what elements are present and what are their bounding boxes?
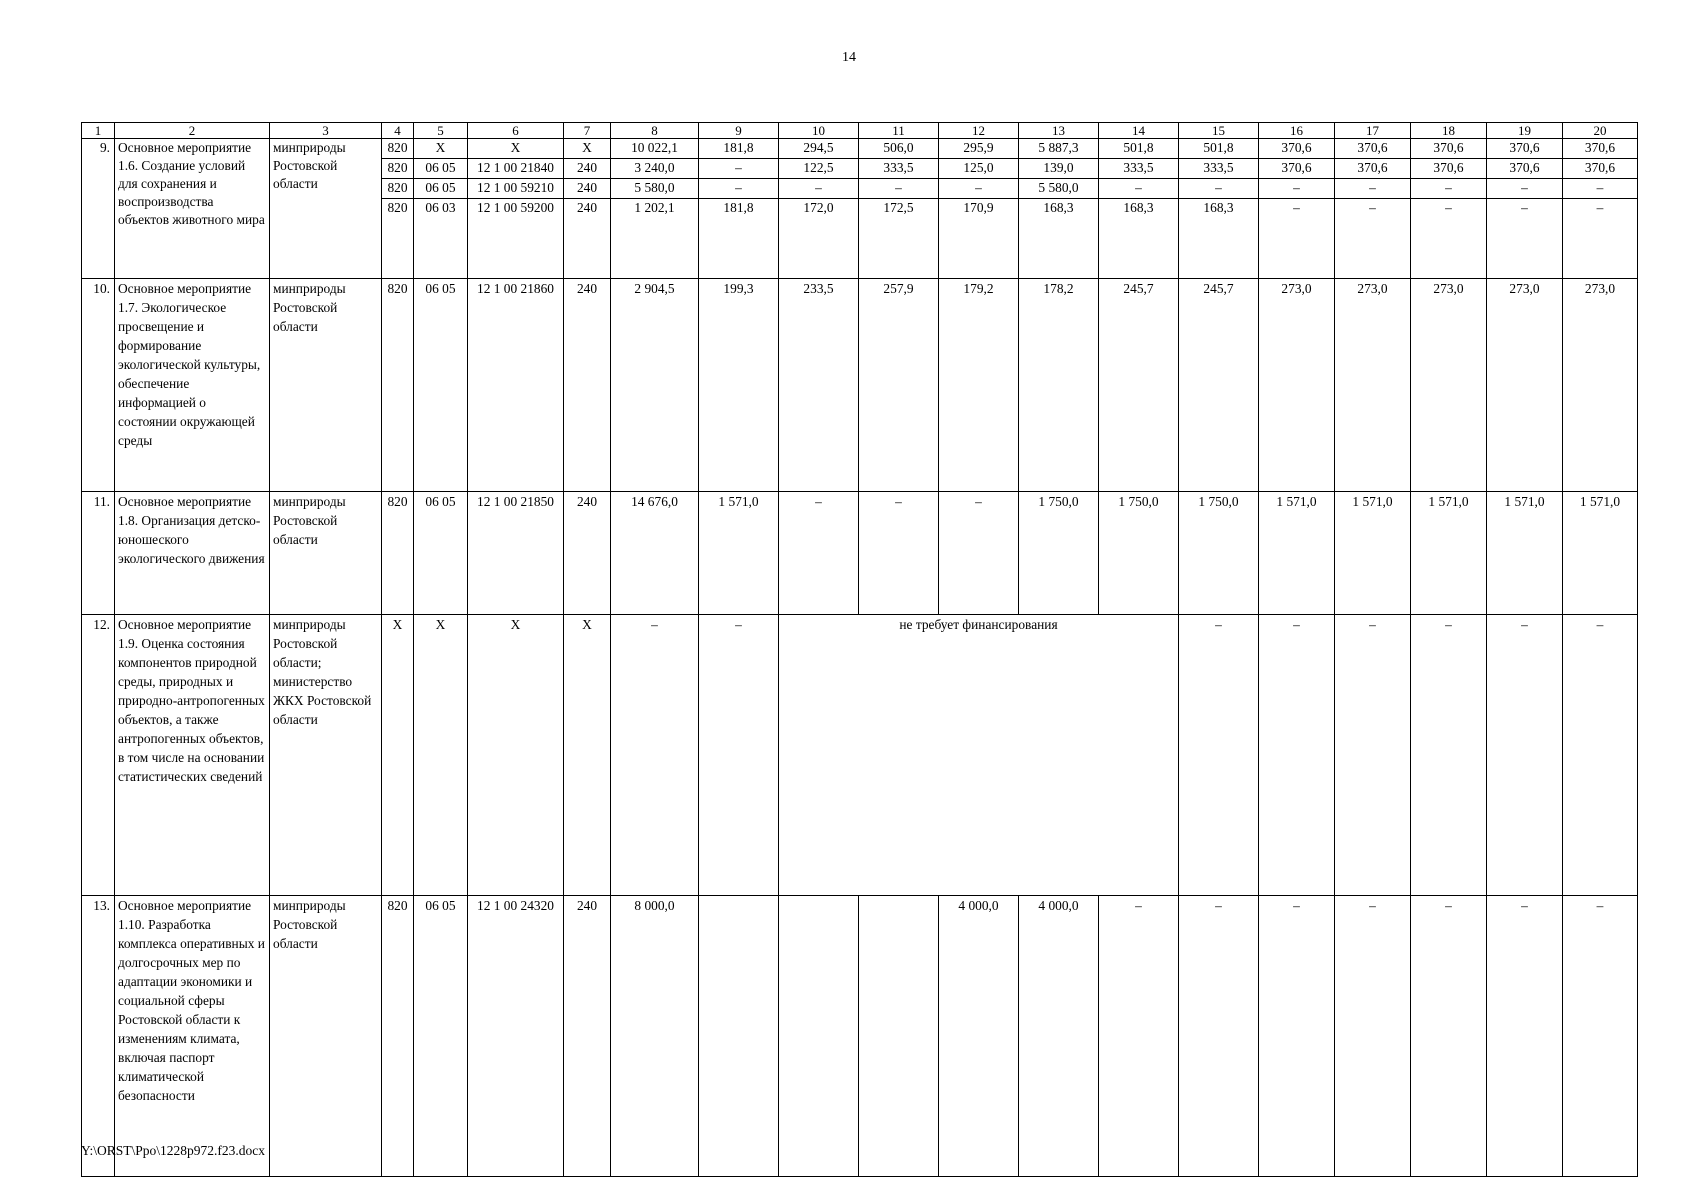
table-cell: – (1099, 896, 1179, 1177)
table-cell: 12 1 00 59210 (468, 179, 564, 199)
table-cell: – (1487, 199, 1563, 279)
table-cell (699, 896, 779, 1177)
executor: минприроды Ростовской области (270, 492, 382, 615)
column-number: 2 (115, 123, 270, 139)
activity-description: Основное мероприятие 1.10. Разработка комплекса оперативных и долгосрочных мер по адаптации экономики и социальной сферы Ростовской области к изменениям климата, включая паспорт климатической безопасности (115, 896, 270, 1177)
column-number: 3 (270, 123, 382, 139)
page-number: 14 (842, 50, 856, 65)
table-cell: – (859, 492, 939, 615)
table-cell: – (939, 179, 1019, 199)
table-cell: 273,0 (1335, 279, 1411, 492)
table-cell: – (1259, 199, 1335, 279)
table-cell: 4 000,0 (1019, 896, 1099, 1177)
row-number: 12. (82, 615, 115, 896)
table-cell: – (1411, 896, 1487, 1177)
column-number-row (82, 123, 1638, 139)
budget-table (81, 122, 1638, 1177)
table-cell (859, 896, 939, 1177)
table-cell: 370,6 (1259, 159, 1335, 179)
table-cell: 370,6 (1411, 139, 1487, 159)
table-cell: 1 750,0 (1099, 492, 1179, 615)
document-file-path: Y:\ORST\Ppo\1228p972.f23.docx (81, 1143, 266, 1158)
table-cell: – (1563, 179, 1638, 199)
table-cell: 245,7 (1179, 279, 1259, 492)
table-cell: – (1563, 896, 1638, 1177)
executor: минприроды Ростовской области; министерство ЖКХ Ростовской области (270, 615, 382, 896)
table-cell: 240 (564, 179, 611, 199)
table-cell: – (1487, 896, 1563, 1177)
table-cell: 501,8 (1099, 139, 1179, 159)
table-cell: 273,0 (1487, 279, 1563, 492)
table-cell: 370,6 (1487, 139, 1563, 159)
column-number: 6 (468, 123, 564, 139)
table-cell: 294,5 (779, 139, 859, 159)
table-cell: 181,8 (699, 199, 779, 279)
no-funding-note: не требует финансирования (779, 615, 1179, 896)
column-number: 19 (1487, 123, 1563, 139)
table-cell: – (699, 179, 779, 199)
table-cell: 168,3 (1099, 199, 1179, 279)
table-cell: 333,5 (1099, 159, 1179, 179)
table-row (82, 492, 1638, 615)
table-cell: 168,3 (1179, 199, 1259, 279)
table-cell: – (699, 615, 779, 896)
table-cell: 820 (382, 199, 414, 279)
table-cell: 4 000,0 (939, 896, 1019, 1177)
table-cell: 506,0 (859, 139, 939, 159)
table-row (82, 279, 1638, 492)
table-cell: 1 571,0 (1259, 492, 1335, 615)
table-cell: – (1099, 179, 1179, 199)
table-cell: 820 (382, 279, 414, 492)
table-cell: – (1487, 615, 1563, 896)
table-cell: 178,2 (1019, 279, 1099, 492)
table-cell: 1 571,0 (699, 492, 779, 615)
table-cell: 1 571,0 (1411, 492, 1487, 615)
table-cell: 333,5 (859, 159, 939, 179)
table-cell: 168,3 (1019, 199, 1099, 279)
table-cell: 172,0 (779, 199, 859, 279)
table-cell: – (779, 179, 859, 199)
column-number: 8 (611, 123, 699, 139)
table-cell: – (939, 492, 1019, 615)
table-cell: 179,2 (939, 279, 1019, 492)
table-cell: – (1179, 179, 1259, 199)
table-cell: – (699, 159, 779, 179)
table-cell: – (1411, 179, 1487, 199)
table-cell: 370,6 (1563, 139, 1638, 159)
table-cell: – (1335, 179, 1411, 199)
column-number: 12 (939, 123, 1019, 139)
table-cell: – (1259, 615, 1335, 896)
table-cell: 06 03 (414, 199, 468, 279)
table-cell: 3 240,0 (611, 159, 699, 179)
table-cell: 5 580,0 (611, 179, 699, 199)
table-cell: 333,5 (1179, 159, 1259, 179)
table-cell: 12 1 00 59200 (468, 199, 564, 279)
column-number: 20 (1563, 123, 1638, 139)
table-cell: 12 1 00 21840 (468, 159, 564, 179)
table-cell: 125,0 (939, 159, 1019, 179)
table-cell: 240 (564, 492, 611, 615)
executor: минприроды Ростовской области (270, 139, 382, 279)
table-cell: 1 571,0 (1487, 492, 1563, 615)
table-cell: X (382, 615, 414, 896)
table-cell: 2 904,5 (611, 279, 699, 492)
table-cell: – (1179, 896, 1259, 1177)
table-cell: 820 (382, 896, 414, 1177)
table-cell: – (1563, 615, 1638, 896)
table-cell: 12 1 00 21860 (468, 279, 564, 492)
table-row (82, 615, 1638, 896)
table-cell: X (564, 139, 611, 159)
table-cell: – (779, 492, 859, 615)
table-cell: 820 (382, 159, 414, 179)
executor: минприроды Ростовской области (270, 279, 382, 492)
table-cell: 14 676,0 (611, 492, 699, 615)
column-number: 1 (82, 123, 115, 139)
column-number: 7 (564, 123, 611, 139)
table-cell: – (1335, 615, 1411, 896)
table-cell: 370,6 (1335, 139, 1411, 159)
table-cell: 1 750,0 (1179, 492, 1259, 615)
table-cell: 199,3 (699, 279, 779, 492)
table-cell: X (468, 615, 564, 896)
table-cell: 820 (382, 492, 414, 615)
column-number: 14 (1099, 123, 1179, 139)
row-number: 9. (82, 139, 115, 279)
table-cell: 1 571,0 (1335, 492, 1411, 615)
executor: минприроды Ростовской области (270, 896, 382, 1177)
column-number: 10 (779, 123, 859, 139)
table-cell: 273,0 (1411, 279, 1487, 492)
table-cell: – (1335, 199, 1411, 279)
table-cell: 240 (564, 199, 611, 279)
table-cell: X (564, 615, 611, 896)
table-cell: – (859, 179, 939, 199)
table-cell: – (1487, 179, 1563, 199)
table-cell: 240 (564, 159, 611, 179)
table-cell: 820 (382, 139, 414, 159)
table-cell: 245,7 (1099, 279, 1179, 492)
column-number: 16 (1259, 123, 1335, 139)
table-cell: 370,6 (1259, 139, 1335, 159)
table-cell: 06 05 (414, 279, 468, 492)
column-number: 15 (1179, 123, 1259, 139)
table-cell: 1 571,0 (1563, 492, 1638, 615)
table-row (82, 896, 1638, 1177)
table-cell: 139,0 (1019, 159, 1099, 179)
table-cell: 370,6 (1411, 159, 1487, 179)
table-cell: 257,9 (859, 279, 939, 492)
table-cell: X (414, 615, 468, 896)
activity-description: Основное мероприятие 1.6. Создание условий для сохранения и воспроизводства объектов животного мира (115, 139, 270, 279)
table-cell: 06 05 (414, 896, 468, 1177)
table-cell: 1 750,0 (1019, 492, 1099, 615)
column-number: 5 (414, 123, 468, 139)
table-cell: 12 1 00 24320 (468, 896, 564, 1177)
table-cell: 370,6 (1487, 159, 1563, 179)
table-cell: – (1411, 199, 1487, 279)
table-cell: 820 (382, 179, 414, 199)
activity-description: Основное мероприятие 1.7. Экологическое просвещение и формирование экологической культуры, обеспечение информацией о состоянии окружающей среды (115, 279, 270, 492)
table-cell: 06 05 (414, 492, 468, 615)
table-cell: – (1411, 615, 1487, 896)
activity-description: Основное мероприятие 1.9. Оценка состояния компонентов природной среды, природных и природно-антропогенных объектов, а также антропогенных объектов, в том числе на основании статистических сведений (115, 615, 270, 896)
table-cell: 240 (564, 279, 611, 492)
table-cell: – (1259, 896, 1335, 1177)
table-cell: 1 202,1 (611, 199, 699, 279)
table-cell: 233,5 (779, 279, 859, 492)
column-number: 17 (1335, 123, 1411, 139)
row-number: 10. (82, 279, 115, 492)
column-number: 9 (699, 123, 779, 139)
table-cell: X (414, 139, 468, 159)
table-cell: 181,8 (699, 139, 779, 159)
table-cell (779, 896, 859, 1177)
table-cell: – (1335, 896, 1411, 1177)
column-number: 18 (1411, 123, 1487, 139)
table-cell: X (468, 139, 564, 159)
table-cell: 273,0 (1563, 279, 1638, 492)
activity-description: Основное мероприятие 1.8. Организация детско-юношеского экологического движения (115, 492, 270, 615)
column-number: 13 (1019, 123, 1099, 139)
column-number: 11 (859, 123, 939, 139)
table-cell: 273,0 (1259, 279, 1335, 492)
table-cell: 122,5 (779, 159, 859, 179)
table-cell: 370,6 (1563, 159, 1638, 179)
table-cell: 295,9 (939, 139, 1019, 159)
table-cell: 8 000,0 (611, 896, 699, 1177)
table-cell: 06 05 (414, 159, 468, 179)
column-number: 4 (382, 123, 414, 139)
row-number: 13. (82, 896, 115, 1177)
table-cell: – (1259, 179, 1335, 199)
table-cell: 370,6 (1335, 159, 1411, 179)
table-row (82, 139, 1638, 159)
table-cell: 5 580,0 (1019, 179, 1099, 199)
table-cell: 5 887,3 (1019, 139, 1099, 159)
table-cell: 172,5 (859, 199, 939, 279)
table-cell: – (1179, 615, 1259, 896)
table-cell: 170,9 (939, 199, 1019, 279)
table-cell: – (611, 615, 699, 896)
table-cell: 501,8 (1179, 139, 1259, 159)
row-number: 11. (82, 492, 115, 615)
table-cell: 240 (564, 896, 611, 1177)
table-cell: 10 022,1 (611, 139, 699, 159)
table-cell: 06 05 (414, 179, 468, 199)
table-cell: 12 1 00 21850 (468, 492, 564, 615)
table-cell: – (1563, 199, 1638, 279)
